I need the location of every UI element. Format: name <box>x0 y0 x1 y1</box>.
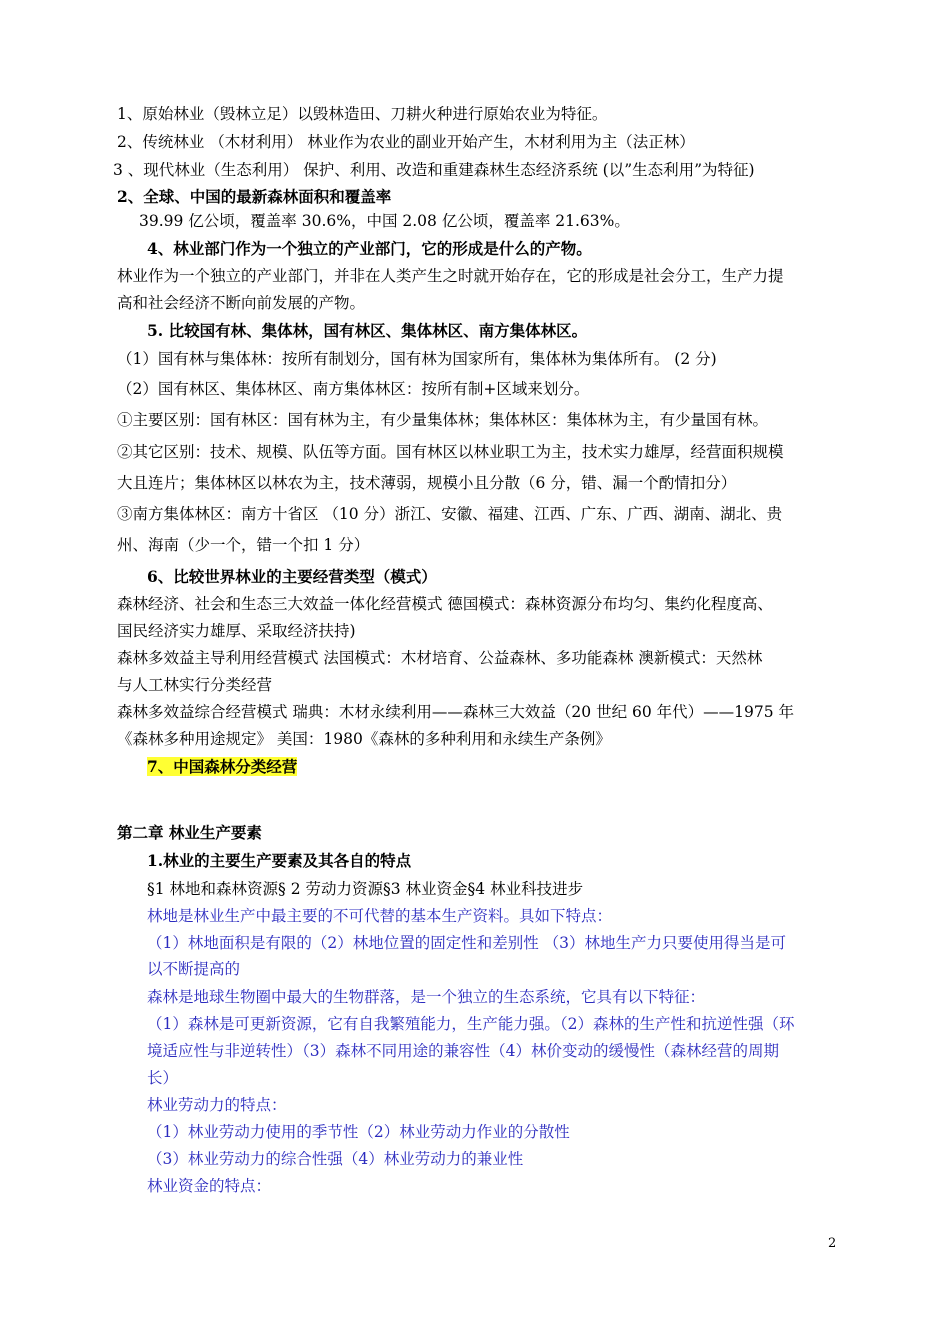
text-line: 林业资金的特点： <box>147 1177 272 1195</box>
text-line: 长） <box>147 1069 179 1087</box>
text-line: 2、传统林业 （木材利用） 林业作为农业的副业开始产生，木材利用为主（法正林） <box>117 133 695 151</box>
text-line: §1 林地和森林资源§ 2 劳动力资源§3 林业资金§4 林业科技进步 <box>147 880 584 898</box>
text-line: 境适应性与非逆转性）（3）森林不同用途的兼容性（4）林价变动的缓慢性（森林经营的周期 <box>147 1042 779 1060</box>
text-line: （1）林地面积是有限的（2）林地位置的固定性和差别性 （3）林地生产力只要使用得当是可 <box>147 934 787 952</box>
text-line: 国民经济实力雄厚、采取经济扶持) <box>117 622 356 640</box>
text-line: 森林经济、社会和生态三大效益一体化经营模式 德国模式：森林资源分布均匀、集约化程度高、 <box>117 595 773 613</box>
text-line: 39.99 亿公顷，覆盖率 30.6%，中国 2.08 亿公顷，覆盖率 21.63%。 <box>139 212 630 230</box>
text-line: 《森林多种用途规定》 美国：1980《森林的多种利用和永续生产条例》 <box>117 730 611 748</box>
highlighted-heading: 7、中国森林分类经营 <box>147 757 298 776</box>
text-line: 与人工林实行分类经营 <box>117 676 273 694</box>
text-line: 高和社会经济不断向前发展的产物。 <box>117 294 366 312</box>
text-line: （1）森林是可更新资源，它有自我繁殖能力，生产能力强。（2）森林的生产性和抗逆性强（环 <box>147 1015 795 1033</box>
text-line: ①主要区别：国有林区：国有林为主，有少量集体林；集体林区：集体林为主，有少量国有林。 <box>117 411 769 429</box>
text-line: 州、海南（少一个，错一个扣 1 分） <box>117 536 370 554</box>
text-line: （3）林业劳动力的综合性强（4）林业劳动力的兼业性 <box>147 1150 524 1168</box>
section-heading: 4、林业部门作为一个独立的产业部门，它的形成是什么的产物。 <box>147 239 592 258</box>
section-heading: 6、比较世界林业的主要经营类型（模式） <box>147 567 437 586</box>
section-heading: 5. 比较国有林、集体林，国有林区、集体林区、南方集体林区。 <box>147 321 588 340</box>
text-line: 林业作为一个独立的产业部门，并非在人类产生之时就开始存在，它的形成是社会分工，生产力提 <box>117 267 784 285</box>
text-line: 大且连片；集体林区以林农为主，技术薄弱，规模小且分散（6 分，错、漏一个酌情扣分） <box>117 474 737 492</box>
section-heading: 2、全球、中国的最新森林面积和覆盖率 <box>117 187 392 206</box>
text-line: ③南方集体林区：南方十省区 （10 分）浙江、安徽、福建、江西、广东、广西、湖南、湖北、贵 <box>117 505 783 523</box>
text-line: 森林多效益综合经营模式 瑞典：木材永续利用——森林三大效益（20 世纪 60 年代）——1975 年 <box>117 703 795 721</box>
section-heading: 1.林业的主要生产要素及其各自的特点 <box>147 851 412 870</box>
text-line: （2）国有林区、集体林区、南方集体林区：按所有制+区域来划分。 <box>117 380 590 398</box>
chapter-title: 第二章 林业生产要素 <box>117 823 262 842</box>
text-line: （1）国有林与集体林：按所有制划分，国有林为国家所有，集体林为集体所有。 (2 分) <box>117 350 717 368</box>
text-line: 林地是林业生产中最主要的不可代替的基本生产资料。具如下特点： <box>147 907 613 925</box>
text-line: 以不断提高的 <box>147 960 241 978</box>
text-line: 3 、现代林业（生态利用） 保护、利用、改造和重建森林生态经济系统 (以”生态利用”为特征) <box>113 161 755 179</box>
text-line: ②其它区别：技术、规模、队伍等方面。国有林区以林业职工为主，技术实力雄厚，经营面积规模 <box>117 443 784 461</box>
text-line: （1）林业劳动力使用的季节性（2）林业劳动力作业的分散性 <box>147 1123 570 1141</box>
page-number: 2 <box>828 1236 837 1251</box>
text-line: 林业劳动力的特点： <box>147 1096 287 1114</box>
text-line: 森林多效益主导利用经营模式 法国模式：木材培育、公益森林、多功能森林 澳新模式：天然林 <box>117 649 763 667</box>
text-line: 森林是地球生物圈中最大的生物群落，是一个独立的生态系统，它具有以下特征： <box>147 988 706 1006</box>
text-line: 1、原始林业（毁林立足）以毁林造田、刀耕火种进行原始农业为特征。 <box>117 105 608 123</box>
section-heading <box>147 757 297 777</box>
